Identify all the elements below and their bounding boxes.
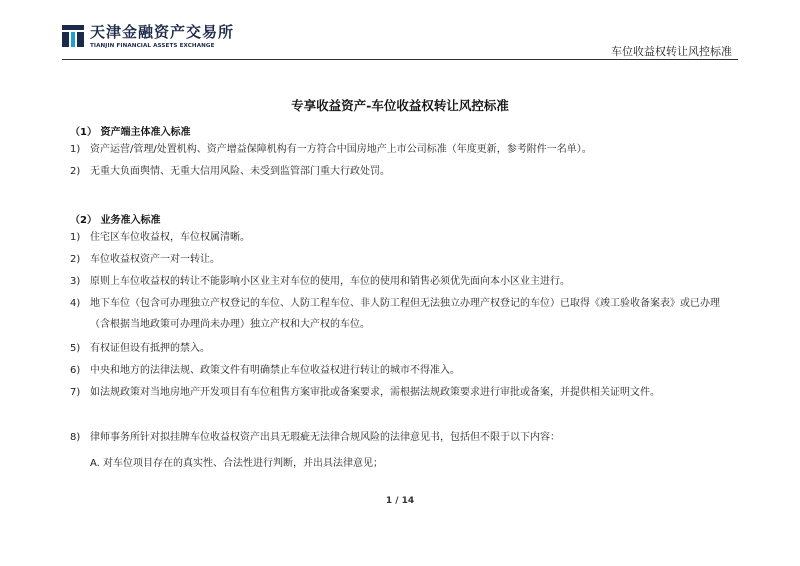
list-item-number: 3) — [70, 276, 81, 287]
list-item-number: 6) — [70, 365, 81, 376]
list-item-text: 住宅区车位收益权，车位权属清晰。 — [90, 232, 250, 243]
list-item-text: 如法规政策对当地房地产开发项目有车位租售方案审批或备案要求，需根据法规政策要求进行审批或备案，并提供相关证明文件。 — [90, 387, 660, 398]
list-item — [70, 293, 734, 335]
list-item — [70, 161, 734, 182]
logo — [62, 24, 234, 50]
list-item — [70, 249, 734, 270]
list-item-text: 中央和地方的法律法规、政策文件有明确禁止车位收益权进行转让的城市不得准入。 — [90, 365, 460, 376]
header-divider — [62, 59, 738, 60]
list-item — [70, 227, 734, 248]
list-item-text: 资产运营/管理/处置机构、资产增益保障机构有一方符合中国房地产上市公司标准（年度更新，参考附件一名单）。 — [90, 144, 592, 155]
list-item-number: 1) — [70, 232, 81, 243]
list-item-text: 有权证但设有抵押的禁入。 — [90, 343, 210, 354]
list-item-text: 地下车位（包含可办理独立产权登记的车位、人防工程车位、非人防工程但无法独立办理产权登记的车位）已取得《竣工验收备案表》或已办理（含根据当地政策可办理尚未办理）独立产权和大产权的车位。 — [90, 298, 720, 330]
list-item-number: 5) — [70, 343, 81, 354]
list-item-text: 车位收益权资产一对一转让。 — [90, 254, 220, 265]
section-title-business-admission: （2） 业务准入标准 — [70, 215, 161, 226]
list-item-number: 2) — [70, 166, 81, 177]
document-title: 专享收益资产-车位收益权转让风控标准 — [291, 98, 509, 113]
list-item-number: 4) — [70, 298, 81, 309]
list-item-number: 7) — [70, 387, 81, 398]
tjfae-logo-icon — [62, 25, 84, 47]
list-item-number: 8) — [70, 432, 81, 443]
list-item-text: 原则上车位收益权的转让不能影响小区业主对车位的使用，车位的使用和销售必须优先面向本小区业主进行。 — [90, 276, 570, 287]
list-item — [70, 338, 734, 359]
header-title: 车位收益权转让风控标准 — [611, 45, 732, 58]
list-item — [70, 382, 734, 403]
logo-chinese-name: 天津金融资产交易所 — [90, 23, 235, 41]
logo-english-name: TIANJIN FINANCIAL ASSETS EXCHANGE — [90, 43, 215, 49]
list-item — [70, 360, 734, 381]
list-item — [70, 271, 734, 292]
list-item — [70, 139, 734, 160]
list-item-text: 律师事务所针对拟挂牌车位收益权资产出具无瑕疵无法律合规风险的法律意见书，包括但不限于以下内容： — [90, 432, 560, 443]
list-item-text: 无重大负面舆情、无重大信用风险、未受到监管部门重大行政处罚。 — [90, 166, 390, 177]
section-title-subject-admission: （1） 资产端主体准入标准 — [70, 127, 191, 138]
list-item-number: 1) — [70, 144, 81, 155]
list-item — [70, 427, 734, 448]
sub-list-item: A. 对车位项目存在的真实性、合法性进行判断，并出具法律意见； — [90, 458, 384, 469]
list-item-number: 2) — [70, 254, 81, 265]
page-number: 1 / 14 — [385, 496, 415, 506]
